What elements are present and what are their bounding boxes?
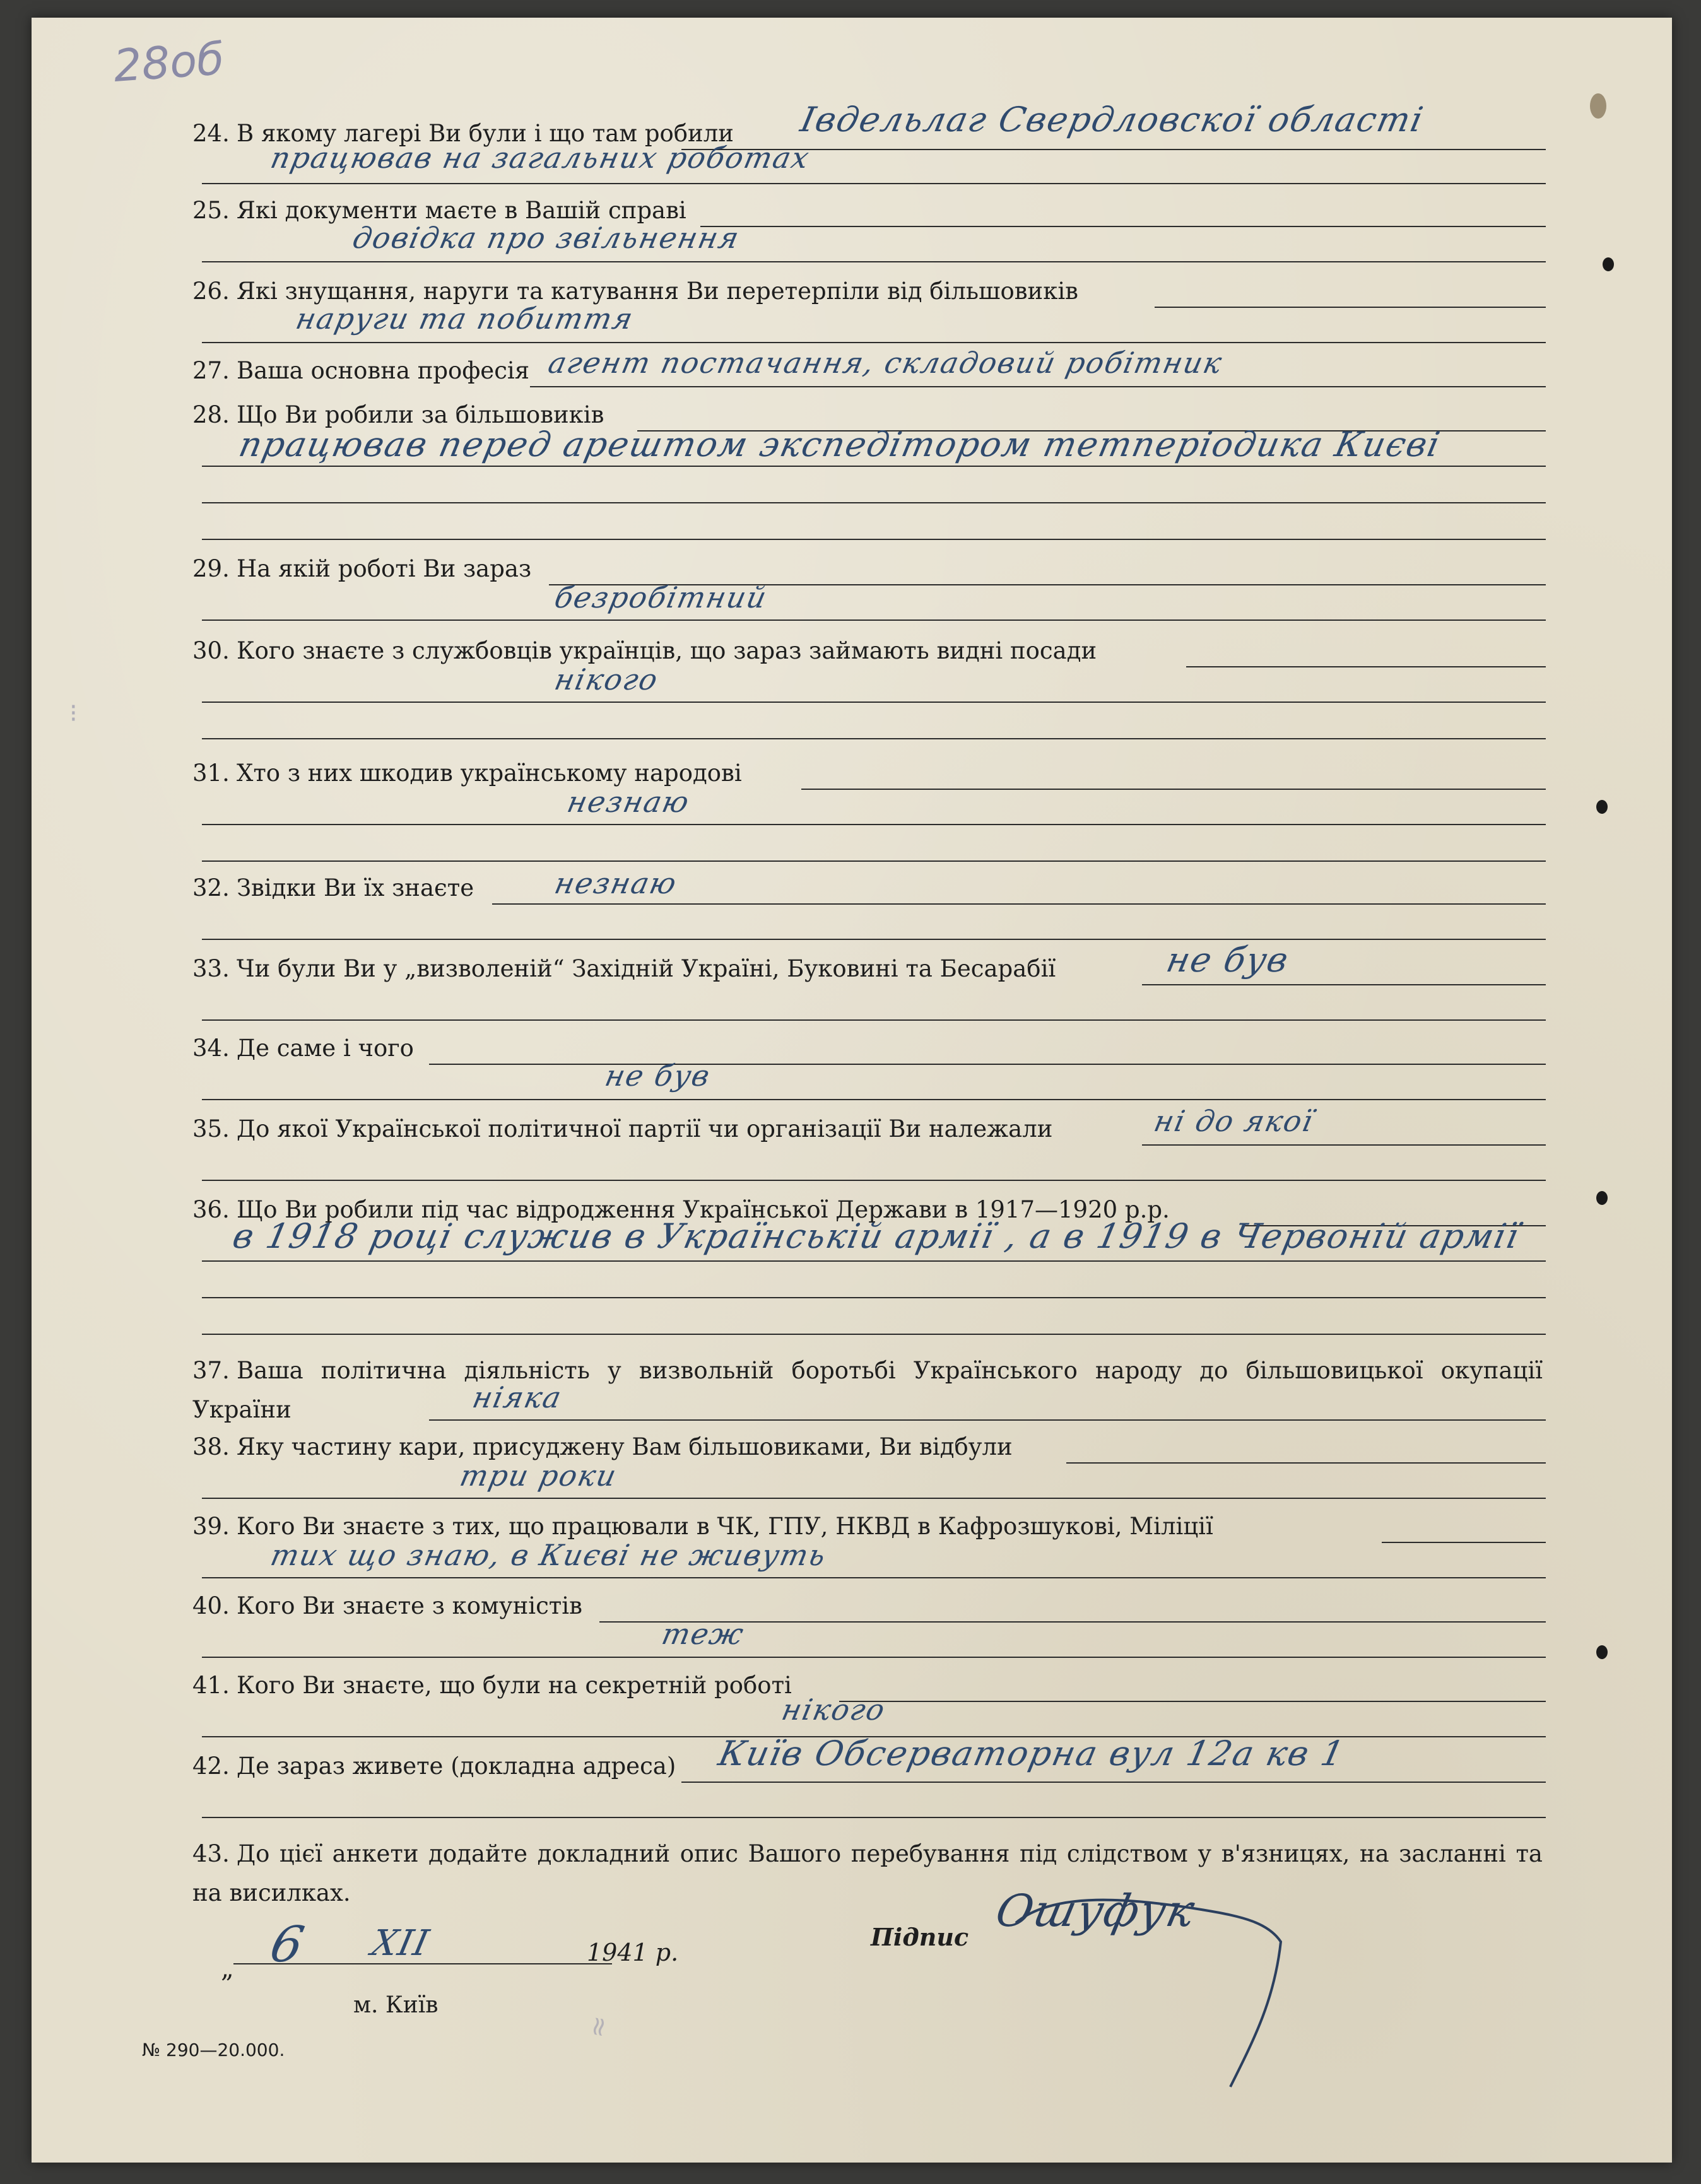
question-38 [192,1432,1543,1462]
answer-handwriting: Івдельлаг Свердловскої області [797,100,1428,139]
signature-label: Підпис [871,1923,969,1951]
answer-line [1142,984,1546,985]
question-text: Що Ви робили під час відродження Української Держави в 1917—1920 р.р. [237,1196,1170,1223]
binding-hole [1596,800,1608,814]
question-text: Чи були Ви у „визволеній“ Західній Україні, Буковині та Бесарабії [237,955,1056,982]
question-39 [192,1512,1543,1542]
question-35 [192,1114,1543,1144]
answer-line [202,1019,1546,1021]
question-number: 39. [192,1513,230,1540]
date-quote: „ [221,1954,234,1983]
answer-line [1155,307,1546,308]
question-number: 37. [192,1357,230,1384]
answer-handwriting: працював перед арештом экспедітором тетперіодика Києві [235,425,1445,464]
answer-handwriting: ніяка [469,1380,566,1414]
answer-line [202,1099,1546,1100]
answer-handwriting: не був [1163,940,1293,980]
answer-line [429,1419,1546,1421]
question-number: 30. [192,637,230,664]
question-number: 43. [192,1840,230,1867]
question-number: 27. [192,357,230,384]
question-text: На якій роботі Ви зараз [237,555,532,582]
question-30 [192,636,1543,666]
question-text: Кого Ви знаєте з тих, що працювали в ЧК, ГПУ, НКВД в Кафрозшукові, Міліції [237,1513,1213,1540]
answer-line [202,1180,1546,1181]
answer-line [202,1334,1546,1335]
answer-line [202,502,1546,503]
question-text: Кого Ви знаєте з комуністів [237,1592,582,1619]
answer-handwriting: Київ Обсерваторна вул 12а кв 1 [715,1734,1349,1773]
answer-line [1142,1144,1546,1146]
answer-line [202,860,1546,862]
answer-line [202,1260,1546,1262]
question-number: 38. [192,1433,230,1460]
answer-line [429,1064,1546,1065]
question-43 [192,1835,1543,1913]
answer-handwriting: довідка про звільнення [350,221,743,255]
question-37 [192,1351,1543,1430]
question-34 [192,1033,1543,1064]
answer-handwriting: незнаю [564,785,693,819]
question-number: 26. [192,278,230,305]
question-number: 35. [192,1115,230,1142]
question-number: 24. [192,120,230,147]
question-text: Хто з них шкодив українському народові [237,760,742,787]
answer-line [202,939,1546,940]
question-number: 40. [192,1592,230,1619]
binding-hole [1603,257,1614,271]
question-number: 34. [192,1035,230,1062]
answer-handwriting: не був [602,1059,714,1093]
answer-handwriting: агент постачання, складовий робітник [545,346,1227,380]
question-text: Що Ви робили за більшовиків [237,401,604,428]
answer-handwriting: нікого [779,1693,889,1727]
question-31 [192,758,1543,789]
answer-line [801,789,1546,790]
question-number: 29. [192,555,230,582]
answer-line [202,702,1546,703]
question-number: 28. [192,401,230,428]
question-number: 36. [192,1196,230,1223]
question-33 [192,954,1543,984]
question-number: 42. [192,1752,230,1780]
answer-handwriting: нікого [551,662,662,696]
answer-line [202,1297,1546,1298]
question-number: 41. [192,1672,230,1699]
date-year: 1941 р. [587,1939,679,1966]
question-40 [192,1591,1543,1621]
question-text: Звідки Ви їх знаєте [237,874,474,901]
question-text: Які знущання, наруги та катування Ви перетерпіли від більшовиків [237,278,1079,305]
place: м. Київ [353,1992,438,2018]
question-text: До якої Української політичної партії чи організації Ви належали [237,1115,1053,1142]
question-text: Де саме і чого [237,1035,414,1062]
signature-handwriting: Ошуфук [991,1885,1201,1937]
answer-line [202,619,1546,621]
question-text: Яку частину кари, присуджену Вам більшовиками, Ви відбули [237,1433,1013,1460]
answer-line [202,466,1546,467]
signature-stroke [1003,1885,1319,2093]
pencil-mark: ≈ [580,2012,615,2041]
question-text: Кого знаєте з службовців українців, що зараз займають видні посади [237,637,1097,664]
answer-handwriting: ні до якої [1151,1104,1317,1138]
answer-handwriting: працював на загальних роботах [268,141,813,175]
question-text: Які документи маєте в Вашій справі [237,197,686,224]
question-text: Де зараз живете (докладна адреса) [237,1752,676,1780]
answer-handwriting: незнаю [551,866,681,900]
answer-line [202,261,1546,262]
question-number: 31. [192,760,230,787]
questionnaire-sheet [32,18,1672,2163]
question-text: До цієї анкети додайте докладний опис Вашого перебування під слідством у в'язницях, на засланні та на висилках. [192,1840,1543,1906]
answer-line [202,824,1546,825]
question-number: 32. [192,874,230,901]
question-text: Ваша основна професія [237,357,530,384]
answer-line [1382,1542,1546,1543]
answer-line [1186,666,1546,667]
answer-handwriting: теж [659,1617,748,1651]
answer-line [492,903,1546,905]
question-text: Кого Ви знаєте, що були на секретній роботі [237,1672,792,1699]
answer-line [202,1577,1546,1578]
question-number: 25. [192,197,230,224]
question-text: В якому лагері Ви були і що там робили [237,120,734,147]
question-32 [192,873,1543,903]
answer-line [202,539,1546,540]
answer-line [202,738,1546,739]
page-number-pencil: 28об [112,32,226,93]
answer-line [1066,1462,1546,1464]
answer-line [202,183,1546,184]
answer-line [202,1498,1546,1499]
binding-hole [1596,1645,1608,1659]
question-text: Ваша політична діяльність у визвольній боротьбі Українського народу до більшовицької окупації України [192,1357,1543,1423]
answer-line [202,1657,1546,1658]
answer-line [202,1817,1546,1818]
answer-line [839,1701,1546,1702]
answer-handwriting: в 1918 році служив в Українській армії , а в 1919 в Червоній армії [229,1216,1524,1256]
answer-line [530,386,1546,387]
print-code: № 290—20.000. [142,2040,285,2060]
date-month: XII [368,1923,434,1964]
date-day: 6 [265,1917,310,1973]
pencil-mark: ⁝ [69,699,78,728]
answer-handwriting: тих що знаю, в Києві не живуть [268,1538,830,1572]
date-line [233,1963,612,1964]
answer-handwriting: безробітний [551,580,771,614]
answer-handwriting: три роки [457,1459,621,1493]
answer-line [681,1782,1546,1783]
question-29 [192,554,1543,584]
binding-hole [1596,1191,1608,1205]
stain [1590,93,1606,119]
answer-line [700,226,1546,227]
answer-line [202,342,1546,343]
question-number: 33. [192,955,230,982]
answer-handwriting: наруги та побиття [293,302,637,336]
